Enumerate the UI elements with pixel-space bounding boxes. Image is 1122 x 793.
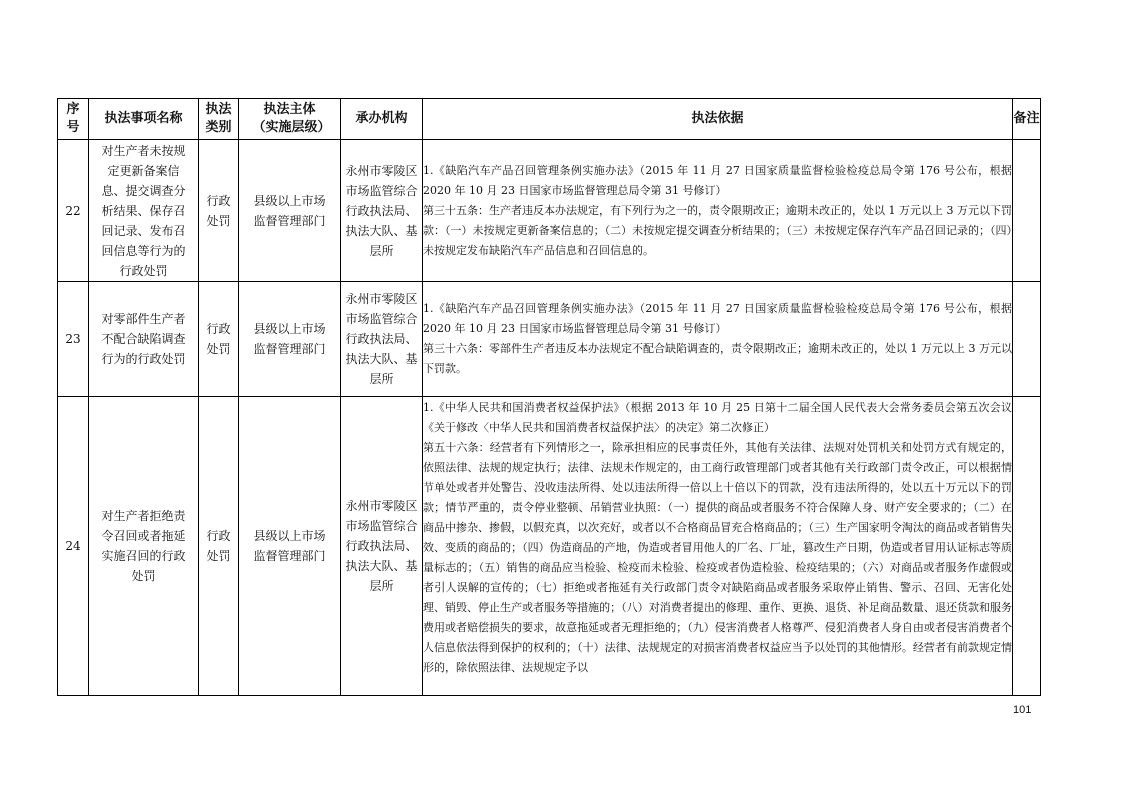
- row-agency: 永州市零陵区市场监管综合行政执法局、执法大队、基层所: [341, 140, 423, 282]
- row-basis: [423, 140, 1013, 282]
- table-row: [58, 282, 1041, 397]
- row-basis: [423, 397, 1013, 696]
- row-subject: 县级以上市场监督管理部门: [239, 397, 341, 696]
- basis-paragraph: 第五十六条：经营者有下列情形之一，除承担相应的民事责任外，其他有关法律、法规对处罚机关和处罚方式有规定的，依照法律、法规的规定执行；法律、法规未作规定的，由工商行政管理部门或者其他有关行政部门责令改正，可以根据情节单处或者并处警告、没收违法所得、处以违法所得一倍以上十倍以下的罚款，没有违法所得的，处以五十万元以下的罚款；情节严重的，责令停业整顿、吊销营业执照：（一）提供的商品或者服务不符合保障人身、财产安全要求的；（二）在商品中掺杂、掺假，以假充真，以次充好，或者以不合格商品冒充合格商品的；（三）生产国家明令淘汰的商品或者销售失效、变质的商品的；（四）伪造商品的产地，伪造或者冒用他人的厂名、厂址，篡改生产日期，伪造或者冒用认证标志等质量标志的；（五）销售的商品应当检验、检疫而未检验、检疫或者伪造检验、检疫结果的；（六）对商品或者服务作虚假或者引人误解的宣传的；（七）拒绝或者拖延有关行政部门责令对缺陷商品或者服务采取停止销售、警示、召回、无害化处理、销毁、停止生产或者服务等措施的；（八）对消费者提出的修理、重作、更换、退货、补足商品数量、退还货款和服务费用或者赔偿损失的要求，故意拖延或者无理拒绝的；（九）侵害消费者人格尊严、侵犯消费者人身自由或者侵害消费者个人信息依法得到保护的权利的；（十）法律、法规规定的对损害消费者权益应当予以处罚的其他情形。经营者有前款规定情形的，除依照法律、法规规定予以: [423, 441, 1012, 674]
- basis-paragraph: 1.《中华人民共和国消费者权益保护法》（根据 2013 年 10 月 25 日第十二届全国人民代表大会常务委员会第五次会议《关于修改〈中华人民共和国消费者权益保护法〉的决定》第二次修正）: [423, 401, 1012, 434]
- row-remark: [1013, 397, 1041, 696]
- row-seq: 23: [58, 282, 89, 397]
- row-subject: 县级以上市场监督管理部门: [239, 282, 341, 397]
- basis-paragraph: 1.《缺陷汽车产品召回管理条例实施办法》（2015 年 11 月 27 日国家质量监督检验检疫总局令第 176 号公布，根据 2020 年 10 月 23 日国家市场监督管理总局令第 31 号修订）: [423, 302, 1012, 335]
- row-seq: 24: [58, 397, 89, 696]
- header-remark: 备注: [1013, 99, 1041, 140]
- page-number: 101: [1013, 704, 1032, 716]
- row-agency: 永州市零陵区市场监管综合行政执法局、执法大队、基层所: [341, 397, 423, 696]
- row-basis: [423, 282, 1013, 397]
- row-item-name: 对生产者拒绝责令召回或者拖延实施召回的行政处罚: [89, 397, 199, 696]
- row-subject: 县级以上市场监督管理部门: [239, 140, 341, 282]
- table-header-row: [58, 99, 1041, 140]
- row-category: 行政处罚: [199, 282, 239, 397]
- basis-paragraph: 第三十六条：零部件生产者违反本办法规定不配合缺陷调查的，责令限期改正；逾期未改正的，处以 1 万元以上 3 万元以下罚款。: [423, 342, 1012, 375]
- table-row: [58, 140, 1041, 282]
- row-category: 行政处罚: [199, 140, 239, 282]
- header-category: 执法类别: [199, 99, 239, 140]
- header-agency: 承办机构: [341, 99, 423, 140]
- header-subject: 执法主体（实施层级）: [239, 99, 341, 140]
- row-seq: 22: [58, 140, 89, 282]
- basis-paragraph: 1.《缺陷汽车产品召回管理条例实施办法》（2015 年 11 月 27 日国家质量监督检验检疫总局令第 176 号公布，根据 2020 年 10 月 23 日国家市场监督管理总局令第 31 号修订）: [423, 163, 1012, 197]
- header-seq: 序号: [58, 99, 89, 140]
- header-basis: 执法依据: [423, 99, 1013, 140]
- header-item-name: 执法事项名称: [89, 99, 199, 140]
- enforcement-items-table: [57, 98, 1041, 696]
- row-item-name: 对生产者未按规定更新备案信息、提交调查分析结果、保存召回记录、发布召回信息等行为的行政处罚: [89, 140, 199, 282]
- table-row: [58, 397, 1041, 696]
- row-remark: [1013, 140, 1041, 282]
- row-agency: 永州市零陵区市场监管综合行政执法局、执法大队、基层所: [341, 282, 423, 397]
- row-category: 行政处罚: [199, 397, 239, 696]
- row-remark: [1013, 282, 1041, 397]
- basis-paragraph: 第三十五条：生产者违反本办法规定，有下列行为之一的，责令限期改正；逾期未改正的，处以 1 万元以上 3 万元以下罚款：（一）未按规定更新备案信息的；（二）未按规定提交调查分析结果的；（三）未按规定保存汽车产品召回记录的；（四）未按规定发布缺陷汽车产品信息和召回信息的。: [423, 203, 1012, 257]
- row-item-name: 对零部件生产者不配合缺陷调查行为的行政处罚: [89, 282, 199, 397]
